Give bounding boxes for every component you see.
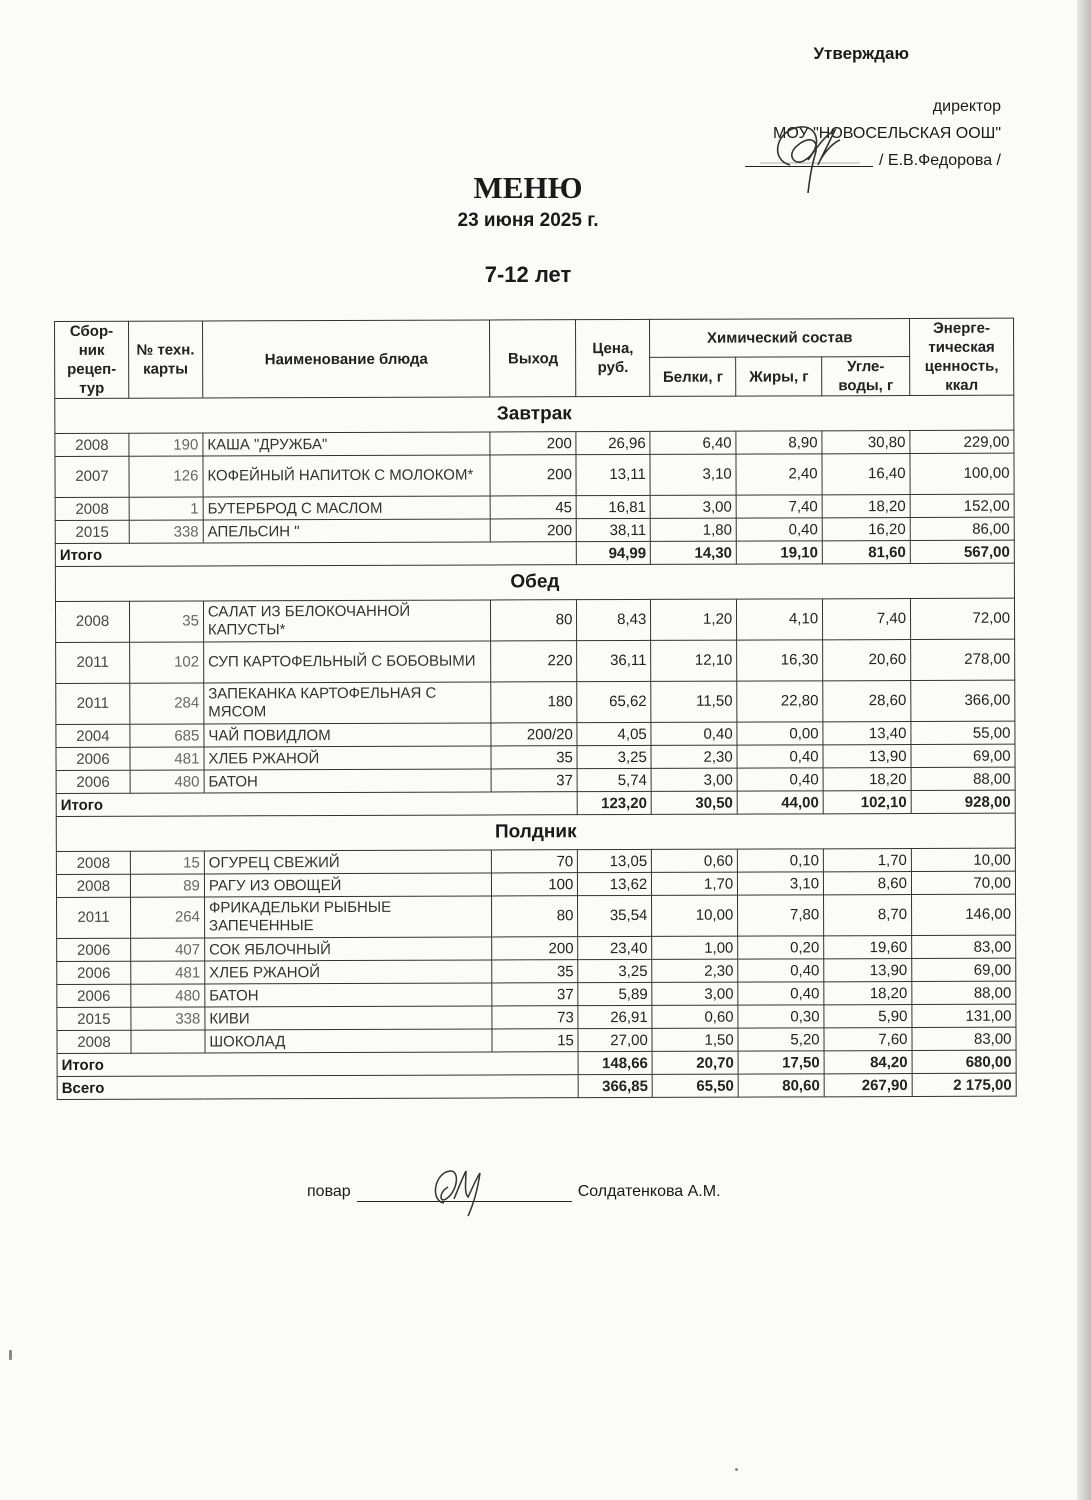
cell-tech-card: 480 — [130, 770, 204, 793]
cell-price: 65,62 — [577, 681, 651, 722]
total-fat: 19,10 — [736, 541, 822, 564]
cell-price: 36,11 — [577, 640, 651, 681]
cell-dish-name: СОК ЯБЛОЧНЫЙ — [205, 937, 493, 961]
cell-yield: 37 — [492, 769, 578, 792]
cell-protein: 12,10 — [651, 640, 737, 681]
cell-protein: 6,40 — [650, 431, 736, 454]
total-protein: 14,30 — [651, 541, 737, 564]
cell-price: 35,54 — [578, 895, 652, 936]
cell-carbs: 8,60 — [824, 872, 912, 895]
cell-collection: 2011 — [56, 683, 130, 724]
cell-carbs: 16,20 — [822, 518, 910, 541]
table-row — [57, 958, 1016, 984]
table-row — [56, 680, 1015, 724]
section-title: Обед — [55, 563, 1014, 601]
section-title: Завтрак — [55, 395, 1014, 433]
cell-carbs: 16,40 — [822, 454, 910, 495]
cell-tech-card: 15 — [130, 851, 204, 874]
cell-dish-name: ЧАЙ ПОВИДЛОМ — [204, 723, 492, 747]
cell-yield: 200/20 — [491, 723, 577, 746]
menu-table — [54, 318, 1017, 1100]
cell-carbs: 13,40 — [823, 722, 911, 745]
table-row — [57, 894, 1016, 938]
cell-fat: 0,20 — [738, 936, 824, 959]
cell-protein: 10,00 — [652, 895, 738, 936]
header-energy: Энерге-тическая ценность, ккал — [909, 318, 1013, 395]
cell-carbs: 8,70 — [824, 895, 912, 936]
cell-collection: 2006 — [56, 770, 130, 793]
total-fat: 17,50 — [738, 1051, 824, 1074]
cell-tech-card: 126 — [129, 456, 203, 497]
cell-price: 3,25 — [578, 959, 652, 982]
total-carbs: 84,20 — [824, 1051, 912, 1074]
cell-protein: 0,60 — [652, 849, 738, 872]
cell-energy: 83,00 — [912, 1027, 1016, 1050]
cell-dish-name: ЗАПЕКАНКА КАРТОФЕЛЬНАЯ С МЯСОМ — [204, 682, 492, 724]
cell-collection: 2007 — [55, 456, 129, 497]
cell-carbs: 7,40 — [823, 599, 911, 640]
cell-carbs: 13,90 — [823, 745, 911, 768]
cell-price: 5,74 — [577, 768, 651, 791]
cell-collection: 2015 — [55, 520, 129, 543]
cell-tech-card: 480 — [131, 984, 205, 1007]
cell-protein: 3,10 — [650, 454, 736, 495]
cell-dish-name: САЛАТ ИЗ БЕЛОКОЧАННОЙ КАПУСТЫ* — [203, 600, 491, 642]
cell-collection: 2008 — [55, 601, 129, 642]
cell-dish-name: ФРИКАДЕЛЬКИ РЫБНЫЕ ЗАПЕЧЕННЫЕ — [204, 896, 492, 938]
cell-energy: 88,00 — [912, 981, 1016, 1004]
cell-tech-card: 338 — [131, 1007, 205, 1030]
cell-fat: 0,10 — [738, 849, 824, 872]
menu-table-body — [55, 395, 1016, 1099]
cell-tech-card: 284 — [130, 683, 204, 724]
cook-name: Солдатенкова А.М. — [577, 1183, 721, 1200]
cell-carbs: 13,90 — [824, 959, 912, 982]
table-row — [55, 517, 1014, 543]
cell-yield: 200 — [491, 519, 577, 542]
grand-total-label: Всего — [57, 1075, 578, 1100]
cell-carbs: 18,20 — [823, 768, 911, 791]
cell-protein: 3,00 — [650, 495, 736, 518]
table-row — [55, 598, 1014, 642]
cell-yield: 200 — [492, 937, 578, 960]
cell-tech-card: 190 — [129, 433, 203, 456]
cell-price: 16,81 — [576, 495, 650, 518]
cell-collection: 2008 — [56, 874, 130, 897]
grand-total-row — [57, 1073, 1016, 1099]
cell-energy: 83,00 — [912, 935, 1016, 958]
cell-collection: 2006 — [56, 747, 130, 770]
table-row — [56, 767, 1015, 793]
cell-yield: 37 — [492, 983, 578, 1006]
section-row — [56, 813, 1015, 851]
cell-collection: 2006 — [57, 961, 131, 984]
cell-fat: 0,40 — [738, 959, 824, 982]
cell-collection: 2008 — [57, 1030, 131, 1053]
header-tech-card: № техн. карты — [128, 321, 202, 398]
cell-collection: 2008 — [55, 433, 129, 456]
total-protein: 30,50 — [651, 791, 737, 814]
grand-total-price: 366,85 — [578, 1074, 652, 1097]
cell-energy: 55,00 — [911, 721, 1015, 744]
total-price: 94,99 — [577, 541, 651, 564]
cell-tech-card: 102 — [130, 642, 204, 683]
approval-heading: Утверждаю — [813, 44, 909, 63]
table-row — [55, 494, 1014, 520]
header-fat: Жиры, г — [736, 357, 822, 396]
cell-energy: 10,00 — [911, 848, 1015, 871]
cell-protein: 11,50 — [651, 681, 737, 722]
cell-collection: 2006 — [57, 984, 131, 1007]
cell-energy: 72,00 — [910, 598, 1014, 639]
cook-signature-block — [307, 1183, 721, 1202]
table-row — [57, 1004, 1016, 1030]
cell-energy: 152,00 — [910, 494, 1014, 517]
cell-dish-name: РАГУ ИЗ ОВОЩЕЙ — [204, 873, 492, 897]
table-row — [55, 430, 1014, 456]
cell-tech-card: 1 — [129, 497, 203, 520]
cell-yield: 200 — [490, 432, 576, 455]
cell-tech-card: 685 — [130, 724, 204, 747]
cell-yield: 80 — [491, 600, 577, 641]
cell-fat: 2,40 — [736, 454, 822, 495]
cell-yield: 180 — [491, 682, 577, 723]
cell-energy: 86,00 — [910, 517, 1014, 540]
cell-protein: 0,60 — [652, 1005, 738, 1028]
cell-protein: 2,30 — [652, 959, 738, 982]
cell-tech-card: 481 — [131, 961, 205, 984]
total-row — [55, 540, 1014, 566]
total-protein: 20,70 — [652, 1051, 738, 1074]
cell-dish-name: ХЛЕБ РЖАНОЙ — [204, 746, 492, 770]
age-group: 7-12 лет — [484, 262, 572, 287]
scan-speck — [9, 1350, 12, 1360]
cell-tech-card: 407 — [131, 938, 205, 961]
table-row — [57, 981, 1016, 1007]
cell-dish-name: БАТОН — [204, 769, 492, 793]
cell-price: 5,89 — [578, 982, 652, 1005]
cell-protein: 0,40 — [651, 722, 737, 745]
cell-fat: 4,10 — [737, 599, 823, 640]
table-row — [55, 453, 1014, 497]
cell-collection: 2011 — [57, 897, 131, 938]
cell-tech-card: 338 — [129, 520, 203, 543]
header-price: Цена, руб. — [576, 319, 650, 396]
cell-fat: 0,40 — [737, 745, 823, 768]
total-label: Итого — [55, 542, 576, 567]
total-label: Итого — [57, 1052, 578, 1077]
cell-tech-card: 89 — [130, 874, 204, 897]
cell-price: 27,00 — [578, 1028, 652, 1051]
table-row — [56, 744, 1015, 770]
section-row — [55, 395, 1014, 433]
cell-energy: 69,00 — [912, 958, 1016, 981]
cell-collection: 2004 — [56, 724, 130, 747]
cell-carbs: 1,70 — [823, 849, 911, 872]
approval-organization: МОУ "НОВОСЕЛЬСКАЯ ООШ" — [773, 125, 1001, 142]
header-collection: Сбор-ник рецеп-тур — [55, 321, 129, 398]
cell-protein: 1,00 — [652, 936, 738, 959]
cell-dish-name: ХЛЕБ РЖАНОЙ — [205, 960, 493, 984]
total-price: 123,20 — [578, 791, 652, 814]
cell-dish-name: КИВИ — [205, 1006, 493, 1030]
cell-price: 3,25 — [577, 745, 651, 768]
cell-dish-name: СУП КАРТОФЕЛЬНЫЙ С БОБОВЫМИ — [204, 641, 492, 683]
grand-total-energy: 2 175,00 — [912, 1073, 1016, 1096]
cell-yield: 15 — [492, 1029, 578, 1052]
cell-dish-name: КОФЕЙНЫЙ НАПИТОК С МОЛОКОМ* — [203, 455, 491, 497]
cell-yield: 100 — [492, 873, 578, 896]
cell-yield: 45 — [491, 496, 577, 519]
cell-tech-card: 35 — [129, 601, 203, 642]
cell-collection: 2008 — [55, 497, 129, 520]
cell-carbs: 5,90 — [824, 1005, 912, 1028]
cell-price: 8,43 — [577, 599, 651, 640]
cell-price: 26,91 — [578, 1005, 652, 1028]
cell-price: 13,05 — [578, 849, 652, 872]
cell-dish-name: КАША "ДРУЖБА" — [203, 432, 491, 456]
cell-collection: 2008 — [56, 851, 130, 874]
cell-carbs: 7,60 — [824, 1028, 912, 1051]
cell-protein: 1,50 — [652, 1028, 738, 1051]
cell-energy: 100,00 — [910, 453, 1014, 494]
cell-collection: 2011 — [56, 642, 130, 683]
cell-fat: 7,80 — [738, 895, 824, 936]
cell-fat: 7,40 — [736, 495, 822, 518]
cell-yield: 200 — [490, 455, 576, 496]
cell-collection: 2006 — [57, 938, 131, 961]
cell-fat: 5,20 — [738, 1028, 824, 1051]
cell-fat: 3,10 — [738, 872, 824, 895]
cell-protein: 3,00 — [652, 982, 738, 1005]
cell-fat: 0,40 — [737, 768, 823, 791]
cell-carbs: 28,60 — [823, 681, 911, 722]
cell-protein: 1,20 — [651, 599, 737, 640]
header-carbs: Угле-воды, г — [822, 357, 910, 396]
section-title: Полдник — [56, 813, 1015, 851]
cell-dish-name: ШОКОЛАД — [205, 1029, 493, 1053]
cell-yield: 35 — [492, 960, 578, 983]
table-row — [56, 871, 1015, 897]
cell-protein: 3,00 — [651, 768, 737, 791]
cell-price: 23,40 — [578, 936, 652, 959]
cell-dish-name: БАТОН — [205, 983, 493, 1007]
cell-protein: 2,30 — [651, 745, 737, 768]
total-row — [56, 790, 1015, 816]
total-price: 148,66 — [578, 1051, 652, 1074]
cell-energy: 366,00 — [911, 680, 1015, 721]
table-row — [56, 848, 1015, 874]
header-dish-name: Наименование блюда — [202, 320, 490, 398]
cell-tech-card: 264 — [130, 897, 204, 938]
cell-carbs: 18,20 — [822, 495, 910, 518]
cell-price: 13,62 — [578, 872, 652, 895]
cell-fat: 0,40 — [738, 982, 824, 1005]
cell-fat: 0,40 — [736, 518, 822, 541]
cell-tech-card — [131, 1030, 205, 1053]
cell-protein: 1,70 — [652, 872, 738, 895]
cell-price: 26,96 — [576, 431, 650, 454]
cell-energy: 69,00 — [911, 744, 1015, 767]
total-carbs: 81,60 — [822, 541, 910, 564]
cell-carbs: 20,60 — [823, 640, 911, 681]
total-energy: 567,00 — [910, 540, 1014, 563]
cell-yield: 35 — [491, 746, 577, 769]
cell-carbs: 30,80 — [822, 431, 910, 454]
header-protein: Белки, г — [650, 357, 736, 396]
grand-total-carbs: 267,90 — [824, 1074, 912, 1097]
cell-energy: 88,00 — [911, 767, 1015, 790]
header-yield: Выход — [490, 320, 576, 397]
total-energy: 928,00 — [911, 790, 1015, 813]
page-title: МЕНЮ — [473, 170, 583, 205]
total-fat: 44,00 — [737, 791, 823, 814]
cell-carbs: 19,60 — [824, 936, 912, 959]
cell-yield: 80 — [492, 896, 578, 937]
cell-dish-name: АПЕЛЬСИН " — [203, 519, 491, 543]
cell-energy: 278,00 — [911, 639, 1015, 680]
table-row — [56, 639, 1015, 683]
table-row — [56, 721, 1015, 747]
menu-date: 23 июня 2025 г. — [457, 210, 599, 231]
cell-yield: 70 — [492, 850, 578, 873]
scan-edge — [1077, 0, 1091, 1500]
cell-carbs: 18,20 — [824, 982, 912, 1005]
table-row — [57, 1027, 1016, 1053]
cell-fat: 8,90 — [736, 431, 822, 454]
grand-total-fat: 80,60 — [738, 1074, 824, 1097]
approval-signer: / Е.В.Федорова / — [879, 152, 1001, 169]
cell-yield: 73 — [492, 1006, 578, 1029]
cell-yield: 220 — [491, 641, 577, 682]
scan-speck — [735, 1468, 738, 1471]
cell-tech-card: 481 — [130, 747, 204, 770]
cell-energy: 146,00 — [912, 894, 1016, 935]
approval-position: директор — [932, 98, 1001, 115]
section-row — [55, 563, 1014, 601]
cook-label: повар — [307, 1183, 351, 1200]
total-row — [57, 1050, 1016, 1076]
cell-collection: 2015 — [57, 1007, 131, 1030]
cell-price: 13,11 — [576, 454, 650, 495]
header-chem: Химический состав — [650, 319, 910, 358]
cell-energy: 70,00 — [911, 871, 1015, 894]
cell-protein: 1,80 — [650, 518, 736, 541]
cell-energy: 131,00 — [912, 1004, 1016, 1027]
grand-total-protein: 65,50 — [652, 1074, 738, 1097]
cell-fat: 0,30 — [738, 1005, 824, 1028]
total-carbs: 102,10 — [823, 791, 911, 814]
total-energy: 680,00 — [912, 1050, 1016, 1073]
cell-fat: 22,80 — [737, 681, 823, 722]
cell-fat: 16,30 — [737, 640, 823, 681]
total-label: Итого — [56, 792, 577, 817]
cell-price: 4,05 — [577, 722, 651, 745]
table-row — [57, 935, 1016, 961]
cell-energy: 229,00 — [910, 430, 1014, 453]
cook-signature — [422, 1161, 492, 1221]
cell-fat: 0,00 — [737, 722, 823, 745]
cell-dish-name: ОГУРЕЦ СВЕЖИЙ — [204, 850, 492, 874]
cell-price: 38,11 — [577, 518, 651, 541]
cell-dish-name: БУТЕРБРОД С МАСЛОМ — [203, 496, 491, 520]
